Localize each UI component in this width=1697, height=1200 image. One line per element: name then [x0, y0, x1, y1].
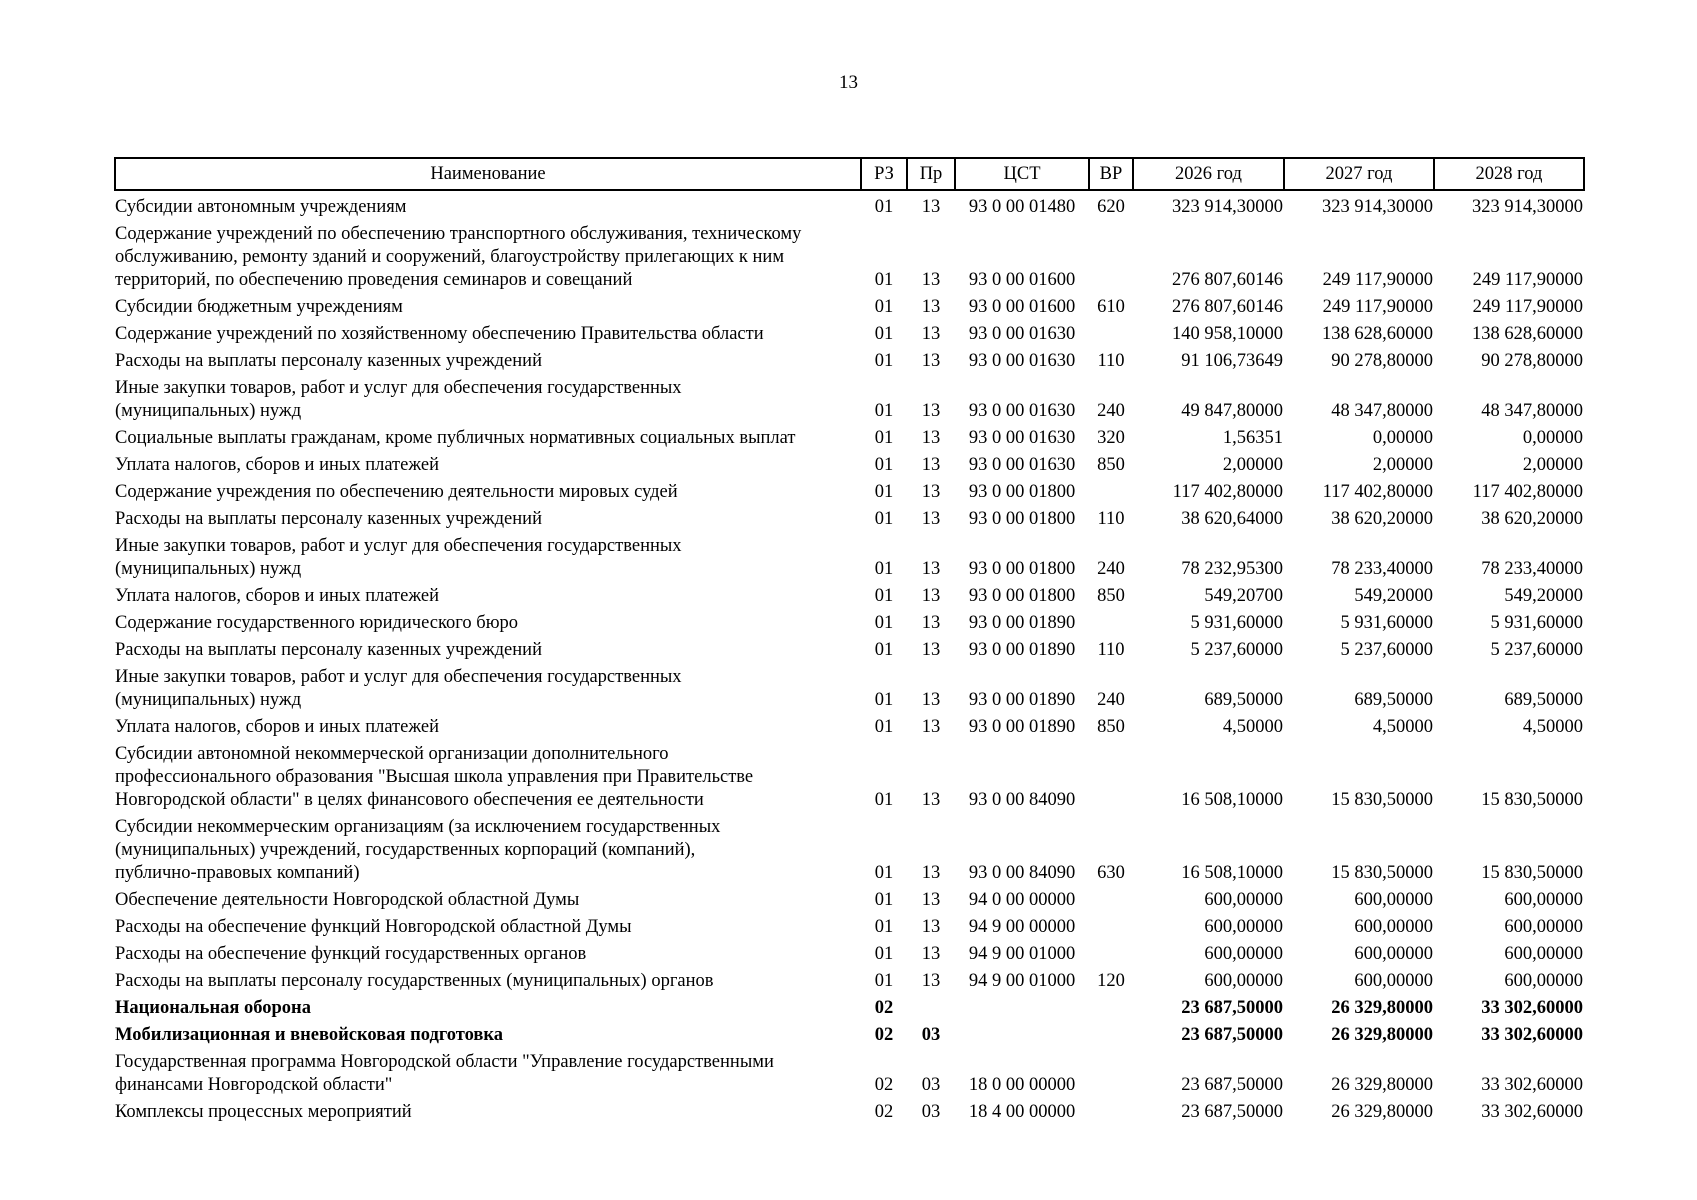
row-name-line: Комплексы процессных мероприятий: [115, 1102, 412, 1122]
table-row: [115, 741, 1584, 814]
row-value-2028: 117 402,80000: [1472, 482, 1583, 502]
row-value-2028: 48 347,80000: [1481, 401, 1583, 421]
row-cst: 93 0 00 01800: [968, 509, 1076, 529]
table-row: [115, 583, 1584, 610]
row-vr: [1089, 479, 1133, 506]
row-value-2028: 600,00000: [1504, 944, 1583, 964]
row-cst: 94 9 00 00000: [968, 917, 1076, 937]
row-value-2028: 249 117,90000: [1472, 270, 1583, 290]
row-name-line: территорий, по обеспечению проведения семинаров и совещаний: [115, 270, 633, 290]
row-value-2027: 600,00000: [1354, 890, 1433, 910]
row-pr: 13: [921, 890, 941, 910]
table-body: [115, 190, 1584, 1126]
row-value-2027: 549,20000: [1354, 586, 1433, 606]
table-row: [115, 221, 1584, 294]
row-cst: 93 0 00 84090: [968, 863, 1076, 883]
row-rz: 02: [874, 998, 894, 1018]
row-cst: 93 0 00 01600: [968, 297, 1076, 317]
row-name-line: Расходы на обеспечение функций Новгородской областной Думы: [115, 917, 632, 937]
row-value-2026: 2,00000: [1222, 455, 1283, 475]
row-cst: 93 0 00 01600: [968, 270, 1076, 290]
table-row: [115, 941, 1584, 968]
row-name-line: (муниципальных) учреждений, государственных корпораций (компаний),: [115, 840, 696, 860]
row-value-2026: 276 807,60146: [1172, 297, 1283, 317]
row-vr: 610: [1097, 297, 1125, 317]
table-row: [115, 610, 1584, 637]
row-cst: 93 0 00 01630: [968, 455, 1076, 475]
row-value-2028: 323 914,30000: [1472, 197, 1583, 217]
row-cst: 93 0 00 01800: [968, 559, 1076, 579]
row-rz: 02: [874, 1075, 894, 1095]
table-row: [115, 887, 1584, 914]
row-vr: [1089, 995, 1133, 1022]
row-name: [115, 506, 861, 533]
row-value-2027: 26 329,80000: [1331, 1102, 1433, 1122]
row-value-2027: 15 830,50000: [1331, 790, 1433, 810]
row-name: [115, 968, 861, 995]
row-pr: 13: [921, 640, 941, 660]
row-pr: 13: [921, 863, 941, 883]
row-value-2028: 600,00000: [1504, 917, 1583, 937]
row-name: [115, 221, 861, 294]
row-value-2028: 4,50000: [1522, 717, 1583, 737]
row-name-line: Иные закупки товаров, работ и услуг для обеспечения государственных: [115, 667, 682, 687]
row-value-2027: 5 931,60000: [1340, 613, 1433, 633]
row-value-2028: 689,50000: [1504, 690, 1583, 710]
row-value-2028: 249 117,90000: [1472, 297, 1583, 317]
row-value-2026: 1,56351: [1222, 428, 1283, 448]
row-name-line: Уплата налогов, сборов и иных платежей: [115, 717, 440, 737]
row-vr: [1089, 941, 1133, 968]
row-vr: 120: [1097, 971, 1125, 991]
row-name: [115, 714, 861, 741]
row-value-2026: 4,50000: [1222, 717, 1283, 737]
row-name-line: Мобилизационная и вневойсковая подготовка: [115, 1025, 504, 1045]
row-name: [115, 294, 861, 321]
row-pr: 13: [921, 917, 941, 937]
row-name-line: Новгородской области" в целях финансового обеспечения ее деятельности: [115, 790, 704, 810]
row-value-2026: 600,00000: [1204, 944, 1283, 964]
row-value-2028: 78 233,40000: [1481, 559, 1583, 579]
row-pr: 13: [921, 717, 941, 737]
row-pr: [907, 995, 955, 1022]
row-name-line: Иные закупки товаров, работ и услуг для обеспечения государственных: [115, 378, 682, 398]
row-vr: 110: [1097, 509, 1125, 529]
row-cst: 93 0 00 84090: [968, 790, 1076, 810]
row-vr: [1089, 321, 1133, 348]
row-cst: [955, 1022, 1089, 1049]
row-cst: 93 0 00 01890: [968, 717, 1076, 737]
row-name-line: публично-правовых компаний): [115, 863, 360, 883]
row-value-2026: 117 402,80000: [1172, 482, 1283, 502]
table-row: [115, 321, 1584, 348]
row-value-2026: 38 620,64000: [1181, 509, 1283, 529]
row-name: [115, 533, 861, 583]
row-value-2028: 38 620,20000: [1481, 509, 1583, 529]
row-value-2027: 249 117,90000: [1322, 270, 1433, 290]
row-name-line: Обеспечение деятельности Новгородской областной Думы: [115, 890, 580, 910]
row-value-2026: 5 931,60000: [1190, 613, 1283, 633]
row-pr: 13: [921, 297, 941, 317]
row-name: [115, 452, 861, 479]
row-vr: [1089, 741, 1133, 814]
row-name-line: Содержание учреждений по обеспечению транспортного обслуживания, техническому: [115, 224, 802, 244]
row-value-2026: 600,00000: [1204, 971, 1283, 991]
row-value-2026: 91 106,73649: [1181, 351, 1283, 371]
row-pr: 13: [921, 944, 941, 964]
row-value-2026: 23 687,50000: [1181, 1075, 1283, 1095]
row-cst: 94 9 00 01000: [968, 944, 1076, 964]
row-rz: 01: [874, 559, 894, 579]
table-row: [115, 814, 1584, 887]
row-cst: 94 9 00 01000: [968, 971, 1076, 991]
row-value-2028: 15 830,50000: [1481, 863, 1583, 883]
row-value-2027: 38 620,20000: [1331, 509, 1433, 529]
row-value-2026: 23 687,50000: [1181, 1025, 1283, 1045]
page-number: 13: [839, 72, 858, 93]
table-row: [115, 506, 1584, 533]
row-vr: 850: [1097, 717, 1125, 737]
header-year-2028: 2028 год: [1434, 158, 1584, 190]
row-value-2027: 48 347,80000: [1331, 401, 1433, 421]
row-vr: [1089, 1022, 1133, 1049]
row-pr: 03: [921, 1025, 941, 1045]
header-row: [115, 158, 1584, 190]
row-value-2027: 26 329,80000: [1331, 1075, 1433, 1095]
table-row: [115, 995, 1584, 1022]
row-value-2026: 323 914,30000: [1172, 197, 1283, 217]
row-name: [115, 637, 861, 664]
table-row: [115, 479, 1584, 506]
header-cst: ЦСТ: [955, 158, 1089, 190]
row-name-line: Субсидии бюджетным учреждениям: [115, 297, 403, 317]
row-name-line: Уплата налогов, сборов и иных платежей: [115, 455, 440, 475]
row-name: [115, 610, 861, 637]
row-name-line: Социальные выплаты гражданам, кроме публичных нормативных социальных выплат: [115, 428, 796, 448]
row-name: [115, 479, 861, 506]
row-value-2028: 15 830,50000: [1481, 790, 1583, 810]
table-row: [115, 425, 1584, 452]
row-value-2027: 5 237,60000: [1340, 640, 1433, 660]
row-pr: 13: [921, 351, 941, 371]
row-value-2026: 276 807,60146: [1172, 270, 1283, 290]
row-vr: 110: [1097, 640, 1125, 660]
table-row: [115, 914, 1584, 941]
row-name-line: Субсидии автономным учреждениям: [115, 197, 407, 217]
row-value-2028: 5 931,60000: [1490, 613, 1583, 633]
row-value-2028: 33 302,60000: [1481, 1102, 1583, 1122]
row-pr: 13: [921, 971, 941, 991]
row-value-2028: 33 302,60000: [1481, 1025, 1583, 1045]
row-name-line: Расходы на выплаты персоналу казенных учреждений: [115, 351, 542, 371]
row-rz: 01: [874, 509, 894, 529]
row-value-2028: 138 628,60000: [1472, 324, 1583, 344]
row-value-2028: 600,00000: [1504, 890, 1583, 910]
row-value-2028: 90 278,80000: [1481, 351, 1583, 371]
row-vr: 620: [1097, 197, 1125, 217]
row-cst: 93 0 00 01890: [968, 640, 1076, 660]
row-rz: 01: [874, 613, 894, 633]
row-cst: 93 0 00 01630: [968, 428, 1076, 448]
row-name: [115, 941, 861, 968]
table-row: [115, 714, 1584, 741]
row-value-2028: 549,20000: [1504, 586, 1583, 606]
row-name-line: Расходы на обеспечение функций государственных органов: [115, 944, 587, 964]
row-value-2027: 26 329,80000: [1331, 1025, 1433, 1045]
row-pr: 13: [921, 401, 941, 421]
row-value-2026: 600,00000: [1204, 890, 1283, 910]
row-rz: 01: [874, 197, 894, 217]
row-name: [115, 1099, 861, 1126]
row-name-line: Содержание государственного юридического бюро: [115, 613, 519, 633]
row-vr: 240: [1097, 401, 1125, 421]
row-name-line: (муниципальных) нужд: [115, 559, 302, 579]
row-pr: 13: [921, 197, 941, 217]
row-rz: 01: [874, 917, 894, 937]
row-value-2027: 0,00000: [1372, 428, 1433, 448]
table-row: [115, 1049, 1584, 1099]
row-cst: 18 0 00 00000: [968, 1075, 1076, 1095]
row-name: [115, 664, 861, 714]
row-value-2026: 16 508,10000: [1181, 790, 1283, 810]
row-pr: 13: [921, 509, 941, 529]
row-pr: 13: [921, 482, 941, 502]
row-cst: 93 0 00 01480: [968, 197, 1076, 217]
row-value-2027: 323 914,30000: [1322, 197, 1433, 217]
row-vr: 630: [1097, 863, 1125, 883]
row-value-2028: 0,00000: [1522, 428, 1583, 448]
row-cst: 93 0 00 01630: [968, 401, 1076, 421]
row-value-2026: 23 687,50000: [1181, 1102, 1283, 1122]
row-rz: 02: [874, 1025, 894, 1045]
row-name-line: Уплата налогов, сборов и иных платежей: [115, 586, 440, 606]
row-cst: 18 4 00 00000: [968, 1102, 1076, 1122]
row-name-line: Иные закупки товаров, работ и услуг для обеспечения государственных: [115, 536, 682, 556]
row-value-2027: 600,00000: [1354, 917, 1433, 937]
row-rz: 01: [874, 455, 894, 475]
row-name: [115, 914, 861, 941]
row-name: [115, 1022, 861, 1049]
row-vr: [1089, 914, 1133, 941]
row-pr: 13: [921, 790, 941, 810]
row-rz: 01: [874, 324, 894, 344]
row-name-line: Содержание учреждений по хозяйственному обеспечению Правительства области: [115, 324, 764, 344]
row-pr: 13: [921, 613, 941, 633]
row-name-line: Субсидии автономной некоммерческой организации дополнительного: [115, 744, 669, 764]
row-value-2027: 26 329,80000: [1331, 998, 1433, 1018]
row-cst: 93 0 00 01630: [968, 324, 1076, 344]
row-vr: [1089, 1099, 1133, 1126]
row-vr: [1089, 1049, 1133, 1099]
row-rz: 01: [874, 297, 894, 317]
row-name: [115, 375, 861, 425]
row-pr: 13: [921, 455, 941, 475]
row-name: [115, 741, 861, 814]
row-name-line: Содержание учреждения по обеспечению деятельности мировых судей: [115, 482, 678, 502]
row-name-line: Государственная программа Новгородской области "Управление государственными: [115, 1052, 774, 1072]
row-rz: 01: [874, 863, 894, 883]
row-value-2028: 5 237,60000: [1490, 640, 1583, 660]
row-rz: 02: [874, 1102, 894, 1122]
row-value-2028: 33 302,60000: [1481, 998, 1583, 1018]
row-rz: 01: [874, 717, 894, 737]
row-name: [115, 887, 861, 914]
row-cst: 93 0 00 01800: [968, 482, 1076, 502]
header-rz: РЗ: [861, 158, 907, 190]
row-name: [115, 425, 861, 452]
row-rz: 01: [874, 690, 894, 710]
row-name-line: Расходы на выплаты персоналу государственных (муниципальных) органов: [115, 971, 714, 991]
row-value-2026: 140 958,10000: [1172, 324, 1283, 344]
row-name: [115, 583, 861, 610]
row-rz: 01: [874, 351, 894, 371]
row-value-2026: 689,50000: [1204, 690, 1283, 710]
row-value-2027: 600,00000: [1354, 944, 1433, 964]
row-cst: 93 0 00 01890: [968, 690, 1076, 710]
row-value-2027: 689,50000: [1354, 690, 1433, 710]
row-name-line: обслуживанию, ремонту зданий и сооружений, благоустройству прилегающих к ним: [115, 247, 785, 267]
table-header: [115, 158, 1584, 190]
row-value-2027: 15 830,50000: [1331, 863, 1433, 883]
row-vr: [1089, 887, 1133, 914]
row-name: [115, 190, 861, 221]
row-name: [115, 321, 861, 348]
row-value-2027: 90 278,80000: [1331, 351, 1433, 371]
row-rz: 01: [874, 270, 894, 290]
budget-table: [114, 157, 1585, 1126]
row-pr: 13: [921, 270, 941, 290]
row-value-2026: 78 232,95300: [1181, 559, 1283, 579]
row-rz: 01: [874, 890, 894, 910]
header-year-2027: 2027 год: [1284, 158, 1434, 190]
header-name: Наименование: [115, 158, 861, 190]
row-rz: 01: [874, 971, 894, 991]
row-rz: 01: [874, 790, 894, 810]
row-cst: 94 0 00 00000: [968, 890, 1076, 910]
row-name-line: (муниципальных) нужд: [115, 690, 302, 710]
row-value-2026: 49 847,80000: [1181, 401, 1283, 421]
row-pr: 03: [921, 1075, 941, 1095]
row-value-2026: 5 237,60000: [1190, 640, 1283, 660]
header-pr: Пр: [907, 158, 955, 190]
row-value-2028: 33 302,60000: [1481, 1075, 1583, 1095]
row-value-2028: 2,00000: [1522, 455, 1583, 475]
row-vr: [1089, 610, 1133, 637]
table-row: [115, 664, 1584, 714]
row-name-line: Национальная оборона: [115, 998, 311, 1018]
row-name-line: Расходы на выплаты персоналу казенных учреждений: [115, 640, 542, 660]
row-name: [115, 348, 861, 375]
row-value-2027: 600,00000: [1354, 971, 1433, 991]
row-pr: 13: [921, 324, 941, 344]
table-row: [115, 348, 1584, 375]
table-row: [115, 294, 1584, 321]
row-rz: 01: [874, 401, 894, 421]
row-value-2026: 16 508,10000: [1181, 863, 1283, 883]
table-row: [115, 190, 1584, 221]
row-name: [115, 814, 861, 887]
row-name: [115, 1049, 861, 1099]
row-name: [115, 995, 861, 1022]
row-value-2027: 249 117,90000: [1322, 297, 1433, 317]
row-name-line: Расходы на выплаты персоналу казенных учреждений: [115, 509, 542, 529]
row-pr: 03: [921, 1102, 941, 1122]
row-value-2026: 23 687,50000: [1181, 998, 1283, 1018]
row-pr: 13: [921, 559, 941, 579]
row-vr: 240: [1097, 690, 1125, 710]
row-vr: 110: [1097, 351, 1125, 371]
row-value-2027: 2,00000: [1372, 455, 1433, 475]
row-cst: 93 0 00 01890: [968, 613, 1076, 633]
table-row: [115, 452, 1584, 479]
row-value-2026: 600,00000: [1204, 917, 1283, 937]
row-name-line: Субсидии некоммерческим организациям (за исключением государственных: [115, 817, 721, 837]
row-value-2027: 78 233,40000: [1331, 559, 1433, 579]
row-cst: 93 0 00 01800: [968, 586, 1076, 606]
table-row: [115, 1099, 1584, 1126]
table-row: [115, 968, 1584, 995]
row-cst: [955, 995, 1089, 1022]
row-value-2027: 4,50000: [1372, 717, 1433, 737]
row-vr: 240: [1097, 559, 1125, 579]
row-rz: 01: [874, 640, 894, 660]
row-vr: [1089, 221, 1133, 294]
row-name-line: финансами Новгородской области": [115, 1075, 393, 1095]
row-cst: 93 0 00 01630: [968, 351, 1076, 371]
row-name-line: (муниципальных) нужд: [115, 401, 302, 421]
row-value-2027: 117 402,80000: [1322, 482, 1433, 502]
table-row: [115, 375, 1584, 425]
row-vr: 850: [1097, 586, 1125, 606]
row-rz: 01: [874, 586, 894, 606]
row-value-2027: 138 628,60000: [1322, 324, 1433, 344]
row-value-2026: 549,20700: [1204, 586, 1283, 606]
table-row: [115, 637, 1584, 664]
row-name-line: профессионального образования "Высшая школа управления при Правительстве: [115, 767, 754, 787]
row-pr: 13: [921, 586, 941, 606]
row-vr: 320: [1097, 428, 1125, 448]
header-vr: ВР: [1089, 158, 1133, 190]
table-row: [115, 1022, 1584, 1049]
row-value-2028: 600,00000: [1504, 971, 1583, 991]
row-pr: 13: [921, 690, 941, 710]
row-vr: 850: [1097, 455, 1125, 475]
table-row: [115, 533, 1584, 583]
row-rz: 01: [874, 482, 894, 502]
header-year-2026: 2026 год: [1133, 158, 1284, 190]
row-rz: 01: [874, 944, 894, 964]
row-rz: 01: [874, 428, 894, 448]
row-pr: 13: [921, 428, 941, 448]
